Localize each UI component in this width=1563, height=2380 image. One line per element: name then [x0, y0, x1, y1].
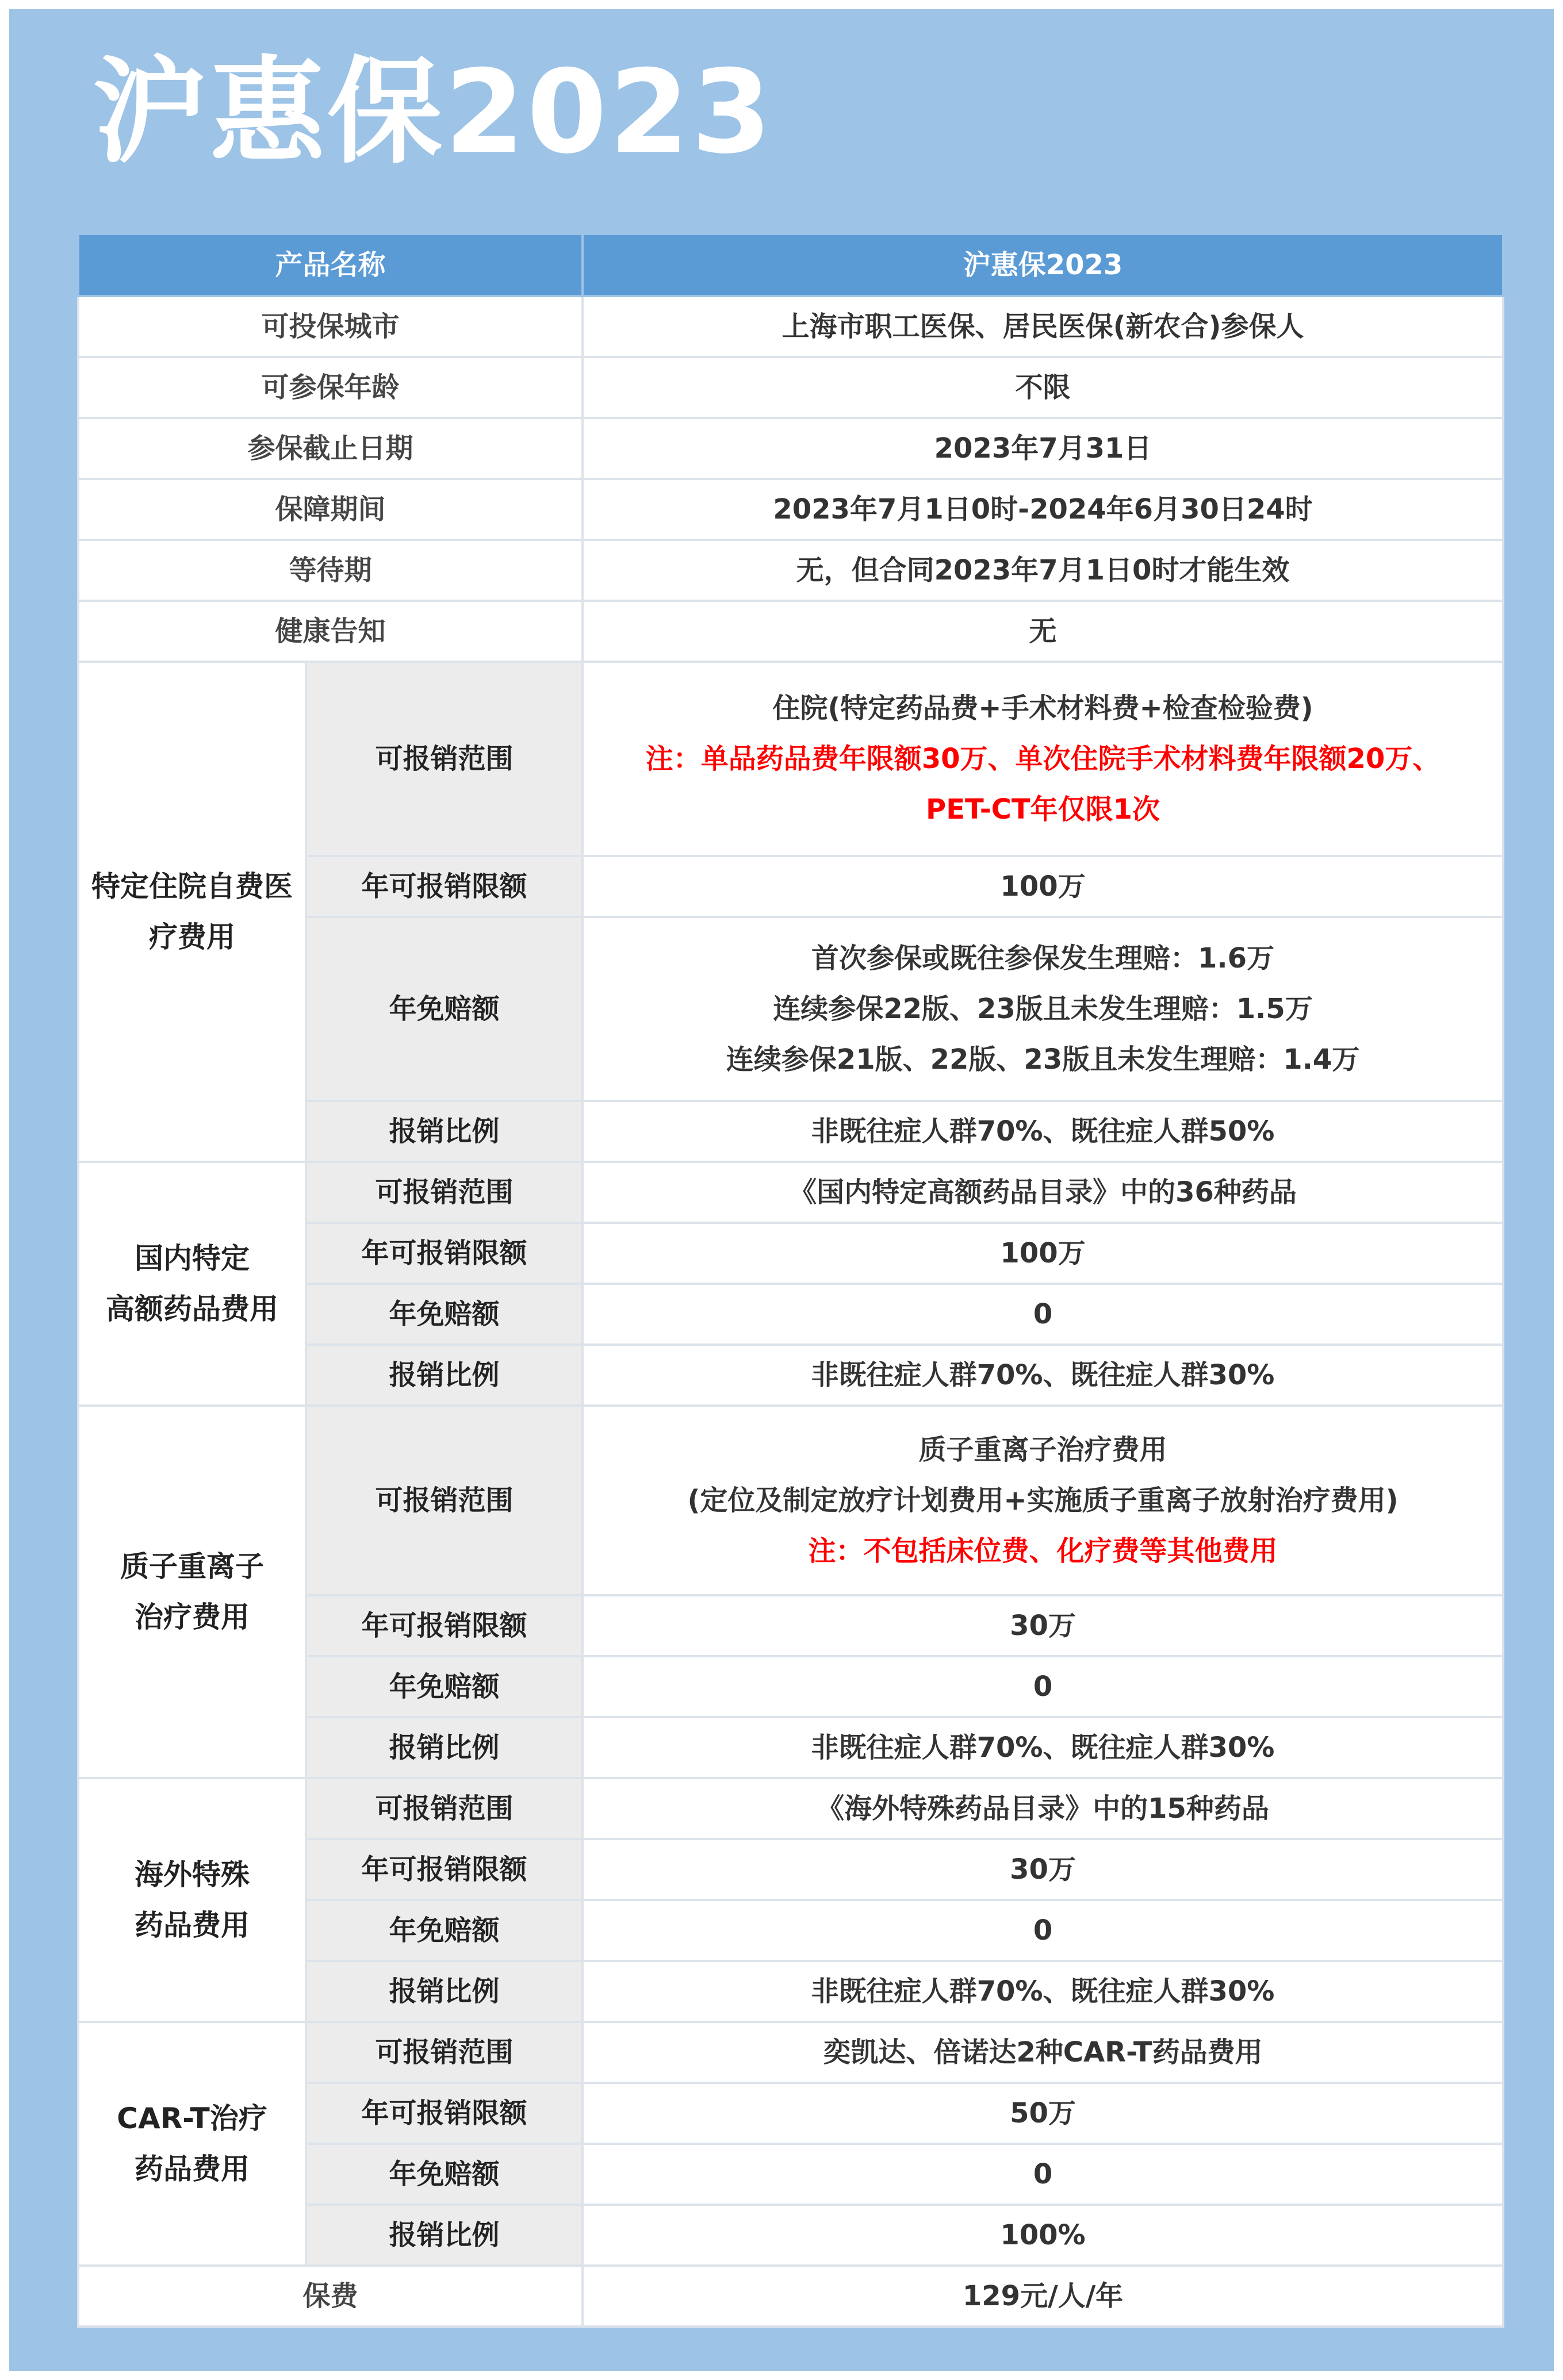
row-value: 住院(特定药品费+手术材料费+检查检验费) 注：单品药品费年限额30万、单次住院手术材料费年限额20万、 PET-CT年仅限1次	[583, 662, 1503, 856]
row-value: 《国内特定高额药品目录》中的36种药品	[583, 1162, 1503, 1223]
sub-label: 年免赔额	[306, 1900, 583, 1961]
sub-label: 年可报销限额	[306, 2083, 583, 2144]
premium-value: 129元/人/年	[583, 2266, 1503, 2327]
sub-label: 年免赔额	[306, 1656, 583, 1717]
row-value: 《海外特殊药品目录》中的15种药品	[583, 1778, 1503, 1839]
row-value: 0	[583, 1656, 1503, 1717]
sub-label: 报销比例	[306, 1717, 583, 1778]
row-label: 参保截止日期	[78, 418, 583, 479]
row-value: 100万	[583, 856, 1503, 917]
sub-label: 可报销范围	[306, 2022, 583, 2083]
header-value: 沪惠保2023	[583, 234, 1503, 296]
table-row-premium	[78, 2266, 1503, 2327]
sub-label: 报销比例	[306, 1345, 583, 1406]
section-label: 海外特殊 药品费用	[78, 1778, 306, 2022]
table-row	[78, 1778, 1503, 1839]
row-label: 保障期间	[78, 479, 583, 540]
sub-label: 年可报销限额	[306, 1595, 583, 1656]
row-value: 2023年7月31日	[583, 418, 1503, 479]
row-value: 质子重离子治疗费用 (定位及制定放疗计划费用+实施质子重离子放射治疗费用) 注：不包括床位费、化疗费等其他费用	[583, 1406, 1503, 1595]
row-value: 奕凯达、倍诺达2种CAR-T药品费用	[583, 2022, 1503, 2083]
section-label: 国内特定 高额药品费用	[78, 1162, 306, 1406]
row-value: 无，但合同2023年7月1日0时才能生效	[583, 540, 1503, 601]
section-label: 特定住院自费医 疗费用	[78, 662, 306, 1162]
sub-label: 可报销范围	[306, 662, 583, 856]
header-label: 产品名称	[78, 234, 583, 296]
row-value: 30万	[583, 1595, 1503, 1656]
page-frame	[9, 9, 1554, 2371]
row-label: 可投保城市	[78, 296, 583, 357]
page-title: 沪惠保2023	[93, 45, 774, 179]
table-row-deadline	[78, 418, 1503, 479]
sub-label: 报销比例	[306, 2205, 583, 2266]
table-row	[78, 2022, 1503, 2083]
row-label: 等待期	[78, 540, 583, 601]
sub-label: 可报销范围	[306, 1778, 583, 1839]
insurance-info-table	[77, 233, 1504, 2328]
row-value: 不限	[583, 357, 1503, 418]
row-value: 30万	[583, 1839, 1503, 1900]
row-value: 50万	[583, 2083, 1503, 2144]
row-value: 2023年7月1日0时-2024年6月30日24时	[583, 479, 1503, 540]
sub-label: 可报销范围	[306, 1162, 583, 1223]
sub-label: 年免赔额	[306, 1284, 583, 1345]
section-label: 质子重离子 治疗费用	[78, 1406, 306, 1778]
row-value: 100%	[583, 2205, 1503, 2266]
row-value: 100万	[583, 1223, 1503, 1284]
row-value: 非既往症人群70%、既往症人群50%	[583, 1101, 1503, 1162]
row-label: 可参保年龄	[78, 357, 583, 418]
table-row-waiting	[78, 540, 1503, 601]
row-value: 非既往症人群70%、既往症人群30%	[583, 1345, 1503, 1406]
premium-label: 保费	[78, 2266, 583, 2327]
sub-label: 年免赔额	[306, 2144, 583, 2205]
row-label: 健康告知	[78, 601, 583, 662]
table-row-city	[78, 296, 1503, 357]
table-row	[78, 1406, 1503, 1595]
table-row-age	[78, 357, 1503, 418]
row-value: 非既往症人群70%、既往症人群30%	[583, 1961, 1503, 2022]
sub-label: 可报销范围	[306, 1406, 583, 1595]
section-label: CAR-T治疗 药品费用	[78, 2022, 306, 2266]
sub-label: 报销比例	[306, 1961, 583, 2022]
sub-label: 年可报销限额	[306, 856, 583, 917]
header-row	[78, 234, 1503, 296]
row-value: 首次参保或既往参保发生理赔：1.6万 连续参保22版、23版且未发生理赔：1.5万 连续参保21版、22版、23版且未发生理赔：1.4万	[583, 917, 1503, 1101]
row-value: 0	[583, 1900, 1503, 1961]
table-row	[78, 1162, 1503, 1223]
sub-label: 年可报销限额	[306, 1839, 583, 1900]
table-row-period	[78, 479, 1503, 540]
row-value: 上海市职工医保、居民医保(新农合)参保人	[583, 296, 1503, 357]
sub-label: 报销比例	[306, 1101, 583, 1162]
sub-label: 年可报销限额	[306, 1223, 583, 1284]
sub-label: 年免赔额	[306, 917, 583, 1101]
table-row	[78, 662, 1503, 856]
table-row-health	[78, 601, 1503, 662]
row-value: 0	[583, 1284, 1503, 1345]
row-value: 0	[583, 2144, 1503, 2205]
row-value: 非既往症人群70%、既往症人群30%	[583, 1717, 1503, 1778]
row-value: 无	[583, 601, 1503, 662]
